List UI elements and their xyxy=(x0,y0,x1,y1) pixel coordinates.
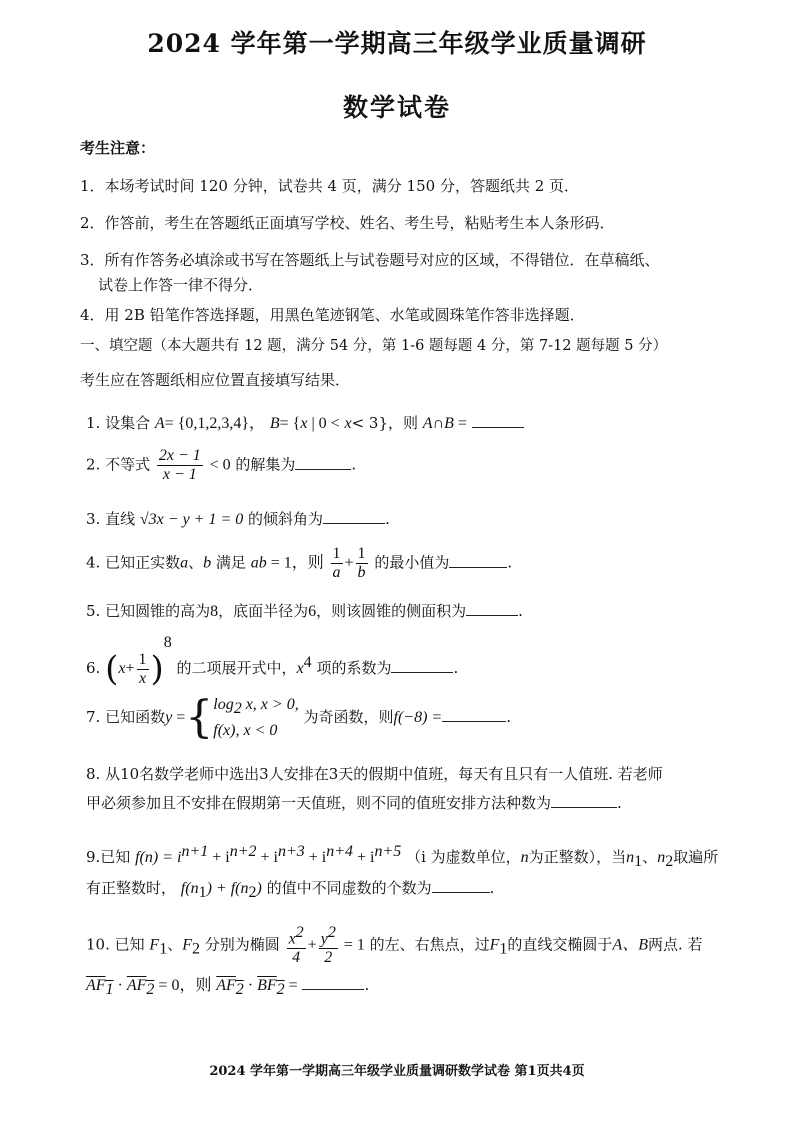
q7-eq: = xyxy=(172,709,186,727)
q9-f-n2: ) + f(n xyxy=(206,880,249,897)
q1-eq: = xyxy=(453,415,467,432)
q8-text: 甲必须参加且不安排在假期第一天值班，则不同的值班安排方法种数为 xyxy=(86,794,552,812)
q5-text-c: ，则该圆锥的侧面积为 xyxy=(316,602,467,620)
q1-answer-blank[interactable] xyxy=(472,415,524,428)
q10-text-e: 两点. 若 xyxy=(648,935,703,954)
q10-F1b: F xyxy=(489,936,500,954)
q6-exponent: 8 xyxy=(163,634,172,651)
q3-answer-blank[interactable] xyxy=(323,511,385,524)
q7-case-2: f(x), x < 0 xyxy=(213,722,278,740)
q1-cap: ∩ xyxy=(432,415,445,432)
q6-text-b: 项的系数为 xyxy=(316,659,392,677)
q10-text-b: 分别为椭圆 xyxy=(204,935,280,954)
q10-zero: = 0，则 xyxy=(154,977,212,994)
q2-numerator: 2x − 1 xyxy=(158,447,201,464)
question-9-line-2 xyxy=(86,877,494,902)
q2-text-a: 不等式 xyxy=(105,455,151,474)
q6-right-paren: ) xyxy=(150,649,164,689)
q4-frac-2-den: b xyxy=(357,564,366,581)
question-5 xyxy=(86,600,523,621)
q9-exp-2: n+2 xyxy=(229,843,257,860)
q9-text-f: 的值中不同虚数的个数为 xyxy=(266,879,432,897)
q7-text-a: 已知函数 xyxy=(105,708,166,727)
q4-text-b: 满足 xyxy=(215,553,246,572)
q9-f-n1-sub: 1 xyxy=(198,884,207,901)
q9-answer-blank[interactable] xyxy=(432,880,490,893)
q7-cases xyxy=(213,694,298,742)
q10-y-exp: 2 xyxy=(327,924,336,941)
q1-b: B xyxy=(444,415,454,432)
q10-text-d: 的直线交椭圆于 xyxy=(507,935,613,954)
q10-vec-AF1: $AF_1$ xyxy=(86,977,114,999)
q10-ellipse-frac-y xyxy=(319,924,338,967)
question-1 xyxy=(86,410,524,433)
q4-frac-1 xyxy=(331,545,343,582)
q4-frac-1-num: 1 xyxy=(332,545,341,562)
q5-radius: 6 xyxy=(308,603,317,620)
q1-number: 1. xyxy=(86,414,101,432)
question-7 xyxy=(86,694,511,742)
q4-var-b: b xyxy=(203,554,212,572)
q10-vec-AF2b: $AF_2$ xyxy=(216,977,244,999)
q2-end: . xyxy=(351,455,357,474)
q10-eq-1: = 1 xyxy=(339,936,365,954)
q9-f-n2-sub: 2 xyxy=(248,884,257,901)
q3-line-eq: √3x − y + 1 = 0 xyxy=(139,511,244,528)
q10-a2: 4 xyxy=(292,949,301,967)
q10-F1: F xyxy=(149,936,160,954)
q10-plus: + xyxy=(307,936,317,954)
q9-exp-4: n+4 xyxy=(326,843,354,860)
q9-text-e: 有正整数时， xyxy=(86,879,177,897)
q5-number: 5. xyxy=(86,602,101,620)
question-9-line-1 xyxy=(86,843,718,871)
q1-text-b: < 3}，则 xyxy=(351,414,418,432)
q7-f-8: f(−8) = xyxy=(393,709,443,727)
q2-number: 2. xyxy=(86,455,101,474)
q4-sep: 、 xyxy=(188,553,204,572)
q9-fn: f(n) = i xyxy=(135,849,182,866)
q4-plus: + xyxy=(344,554,354,572)
q10-F2-sub: 2 xyxy=(191,940,200,958)
q9-n: n xyxy=(520,849,529,866)
q1-set-b-open: = { xyxy=(279,415,301,432)
notice-item-2: 2．作答前，考生在答题纸正面填写学校、姓名、考生号，粘贴考生本人条形码． xyxy=(80,214,615,232)
exam-title: 2024 学年第一学期高三年级学业质量调研 xyxy=(147,29,647,58)
q5-answer-blank[interactable] xyxy=(466,603,518,616)
q9-n1-sub: 1 xyxy=(634,853,643,870)
q10-vec-BF2: $BF_2$ xyxy=(257,977,285,999)
q6-term-exp: 4 xyxy=(303,654,312,671)
q9-exp-3: n+3 xyxy=(277,843,305,860)
q10-text-c: 的左、右焦点，过 xyxy=(369,935,490,954)
q1-set-b: B xyxy=(269,415,280,432)
q10-x: x xyxy=(288,930,296,948)
q3-text-a: 直线 xyxy=(105,510,136,528)
q4-text-c: 的最小值为 xyxy=(374,553,450,572)
q2-denominator: x − 1 xyxy=(162,466,197,483)
q9-text-d: 取遍所 xyxy=(673,848,719,866)
q1-var-x: x xyxy=(300,415,308,432)
q9-p1: + i xyxy=(208,849,230,866)
q1-var-x2: x xyxy=(344,415,352,432)
notice-item-3-cont: 试卷上作答一律不得分． xyxy=(98,276,264,294)
notice-item-4: 4．用 2B 铅笔作答选择题，用黑色笔迹钢笔、水笔或圆珠笔作答非选择题． xyxy=(80,306,585,324)
question-4 xyxy=(86,545,512,582)
q10-dot-2: · xyxy=(243,977,258,994)
q7-log: log xyxy=(213,696,234,713)
q9-text-c: 为正整数），当 xyxy=(528,848,627,866)
q7-answer-blank[interactable] xyxy=(442,709,506,722)
q4-var-a: a xyxy=(180,554,189,572)
notice-item-1: 1．本场考试时间 120 分钟，试卷共 4 页，满分 150 分，答题纸共 2 页． xyxy=(80,177,580,195)
question-2 xyxy=(86,447,356,484)
q9-p3: + i xyxy=(304,849,327,866)
q9-end: . xyxy=(489,879,495,897)
q1-cond: | 0 < xyxy=(307,415,340,432)
notice-item-3: 3．所有作答务必填涂或书写在答题纸上与试卷题号对应的区域，不得错位．在草稿纸、 xyxy=(80,251,660,269)
q8-end: . xyxy=(617,794,622,812)
page-footer: 2024 学年第一学期高三年级学业质量调研数学试卷 第1页共4页 xyxy=(209,1064,585,1079)
q4-frac-1-den: a xyxy=(332,564,341,581)
section-heading: 一、填空题（本大题共有 12 题，满分 54 分，第 1-6 题每题 4 分，第 7-12 题每题 5 分） xyxy=(80,338,668,354)
q9-sep: 、 xyxy=(642,848,658,866)
q10-b2: 2 xyxy=(324,949,333,967)
q9-p2: + i xyxy=(256,849,278,866)
q5-text-b: ，底面半径为 xyxy=(218,602,309,620)
q3-number: 3. xyxy=(86,510,101,528)
q6-number: 6. xyxy=(86,659,101,677)
q4-frac-2 xyxy=(356,545,368,582)
q10-x-exp: 2 xyxy=(295,924,304,941)
q10-F2: F xyxy=(182,936,192,954)
question-3 xyxy=(86,508,390,529)
q6-end: . xyxy=(453,659,459,677)
q1-set-a: A xyxy=(154,415,165,432)
q9-n2-sub: 2 xyxy=(665,853,674,870)
q6-x: x xyxy=(118,660,126,677)
q10-vec-AF2: $AF_2$ xyxy=(126,977,155,999)
question-10-line-1 xyxy=(86,924,703,967)
q2-fraction xyxy=(157,447,203,484)
q7-number: 7. xyxy=(86,708,101,727)
q3-end: . xyxy=(385,510,390,528)
q6-frac-num: 1 xyxy=(138,650,147,668)
q6-frac xyxy=(137,651,149,688)
q5-end: . xyxy=(518,602,523,620)
q9-n1: n xyxy=(626,849,635,866)
q1-text-a: 设集合 xyxy=(105,414,151,432)
q7-brace: { xyxy=(185,692,214,744)
q10-eq-2: = xyxy=(284,977,298,994)
q6-term: x xyxy=(296,660,304,677)
question-6 xyxy=(86,634,458,689)
q9-close: ) xyxy=(256,880,262,897)
q10-dot-1: · xyxy=(113,977,127,994)
q5-text-a: 已知圆锥的高为 xyxy=(105,602,211,620)
q2-ineq: < 0 xyxy=(209,456,231,474)
q7-log-base: 2 xyxy=(233,700,242,718)
question-8-line-1: 8. 从10名数学老师中选出3人安排在3天的假期中值班，每天有且只有一人值班. 若老师 xyxy=(86,765,663,783)
q10-end: . xyxy=(364,976,370,994)
q10-text-a: 10. 已知 xyxy=(86,935,145,954)
q10-answer-blank[interactable] xyxy=(302,977,364,990)
q6-text-a: 的二项展开式中， xyxy=(176,659,297,677)
q2-text-b: 的解集为 xyxy=(235,455,296,474)
q9-exp-1: n+1 xyxy=(181,843,209,860)
q10-F1-sub: 1 xyxy=(159,940,168,958)
q5-height: 8 xyxy=(210,603,219,620)
q10-sep: 、 xyxy=(167,935,183,954)
q3-text-b: 的倾斜角为 xyxy=(248,510,324,528)
q9-p4: + i xyxy=(353,849,375,866)
exam-subtitle: 数学试卷 xyxy=(342,93,451,122)
q7-y: y xyxy=(165,709,173,727)
q4-ab: ab xyxy=(250,554,267,572)
q8-answer-blank[interactable] xyxy=(551,795,617,808)
q2-answer-blank[interactable] xyxy=(295,457,351,470)
q1-a: A xyxy=(422,415,433,432)
q10-y: y xyxy=(320,930,328,948)
q7-text-b: 为奇函数，则 xyxy=(303,708,394,727)
q4-number: 4. xyxy=(86,553,101,572)
q6-plus: + xyxy=(125,660,135,677)
q4-cond: = 1，则 xyxy=(266,554,324,572)
q4-frac-2-num: 1 xyxy=(357,545,366,562)
q1-set-a-def: = {0,1,2,3,4}， xyxy=(164,415,266,432)
notice-heading: 考生注意： xyxy=(80,139,156,157)
question-8-line-2 xyxy=(86,792,622,813)
q6-answer-blank[interactable] xyxy=(391,660,453,673)
q9-text-a: 9.已知 xyxy=(86,848,131,866)
q9-n2: n xyxy=(657,849,666,866)
q9-f-n1: f(n xyxy=(180,880,199,897)
q6-frac-den: x xyxy=(138,669,147,687)
question-10-line-2 xyxy=(86,972,369,999)
q7-case-1: x, x > 0, xyxy=(241,696,299,713)
q6-left-paren: ( xyxy=(105,649,119,689)
q4-end: . xyxy=(507,553,513,572)
q10-F1b-sub: 1 xyxy=(499,940,508,958)
q4-text-a: 已知正实数 xyxy=(105,553,181,572)
q10-AB: A、B xyxy=(612,936,648,954)
q4-answer-blank[interactable] xyxy=(449,555,507,568)
q9-exp-5: n+5 xyxy=(374,843,402,860)
section-instruction: 考生应在答题纸相应位置直接填写结果． xyxy=(80,371,351,389)
q7-end: . xyxy=(506,708,511,727)
q10-ellipse-frac-x xyxy=(287,924,306,967)
q9-text-b: （i 为虚数单位， xyxy=(406,848,521,866)
